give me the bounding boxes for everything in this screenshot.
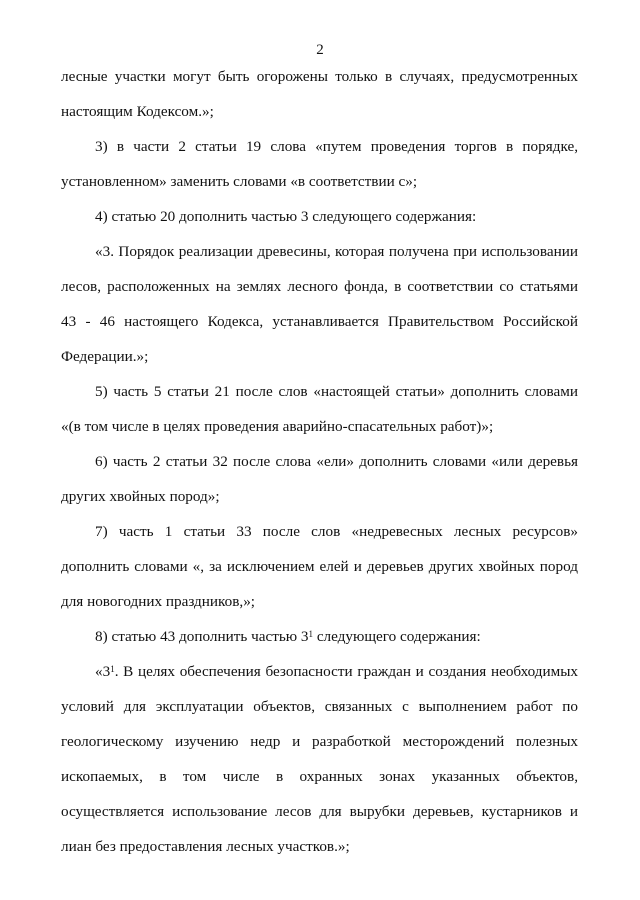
text-line: других хвойных пород»;: [61, 488, 220, 505]
line-part: «3: [95, 663, 111, 680]
text-line: «(в том числе в целях проведения аварийно-спасательных работ)»;: [61, 418, 494, 435]
line-part: 8) статью 43 дополнить частью 3: [95, 628, 309, 645]
superscript: 1: [308, 629, 314, 639]
text-line: лесные участки могут быть огорожены только в случаях, предусмотренных: [61, 68, 578, 85]
text-line: 6) часть 2 статьи 32 после слова «ели» дополнить словами «или деревья: [95, 453, 578, 470]
text-line: геологическому изучению недр и разработкой месторождений полезных: [61, 733, 578, 750]
text-line: Федерации.»;: [61, 348, 149, 365]
text-line: «3. Порядок реализации древесины, которая получена при использовании: [95, 243, 578, 260]
line-part: следующего содержания:: [316, 628, 481, 645]
text-line: [95, 663, 578, 681]
text-line: условий для эксплуатации объектов, связанных с выполнением работ по: [61, 698, 578, 715]
text-line: 43 - 46 настоящего Кодекса, устанавливается Правительством Российской: [61, 313, 578, 330]
text-line: 7) часть 1 статьи 33 после слов «недревесных лесных ресурсов»: [95, 523, 578, 540]
text-line: ископаемых, в том числе в охранных зонах указанных объектов,: [61, 768, 578, 785]
text-line: 5) часть 5 статьи 21 после слов «настоящей статьи» дополнить словами: [95, 383, 578, 400]
text-line: лесов, расположенных на землях лесного фонда, в соответствии со статьями: [61, 278, 578, 295]
text-line: установленном» заменить словами «в соответствии с»;: [61, 173, 418, 190]
text-line: для новогодних праздников,»;: [61, 593, 256, 610]
text-line: 4) статью 20 дополнить частью 3 следующего содержания:: [95, 208, 477, 225]
page-number: 2: [316, 42, 324, 58]
text-line: осуществляется использование лесов для вырубки деревьев, кустарников и: [61, 803, 578, 820]
text-line: [95, 628, 578, 646]
text-line: дополнить словами «, за исключением елей и деревьев других хвойных пород: [61, 558, 578, 575]
line-part: . В целях обеспечения безопасности граждан и создания необходимых: [114, 663, 578, 680]
text-line: настоящим Кодексом.»;: [61, 103, 214, 120]
text-line: лиан без предоставления лесных участков.»;: [61, 838, 350, 855]
superscript: 1: [110, 664, 115, 674]
text-line: 3) в части 2 статьи 19 слова «путем проведения торгов в порядке,: [95, 138, 578, 155]
